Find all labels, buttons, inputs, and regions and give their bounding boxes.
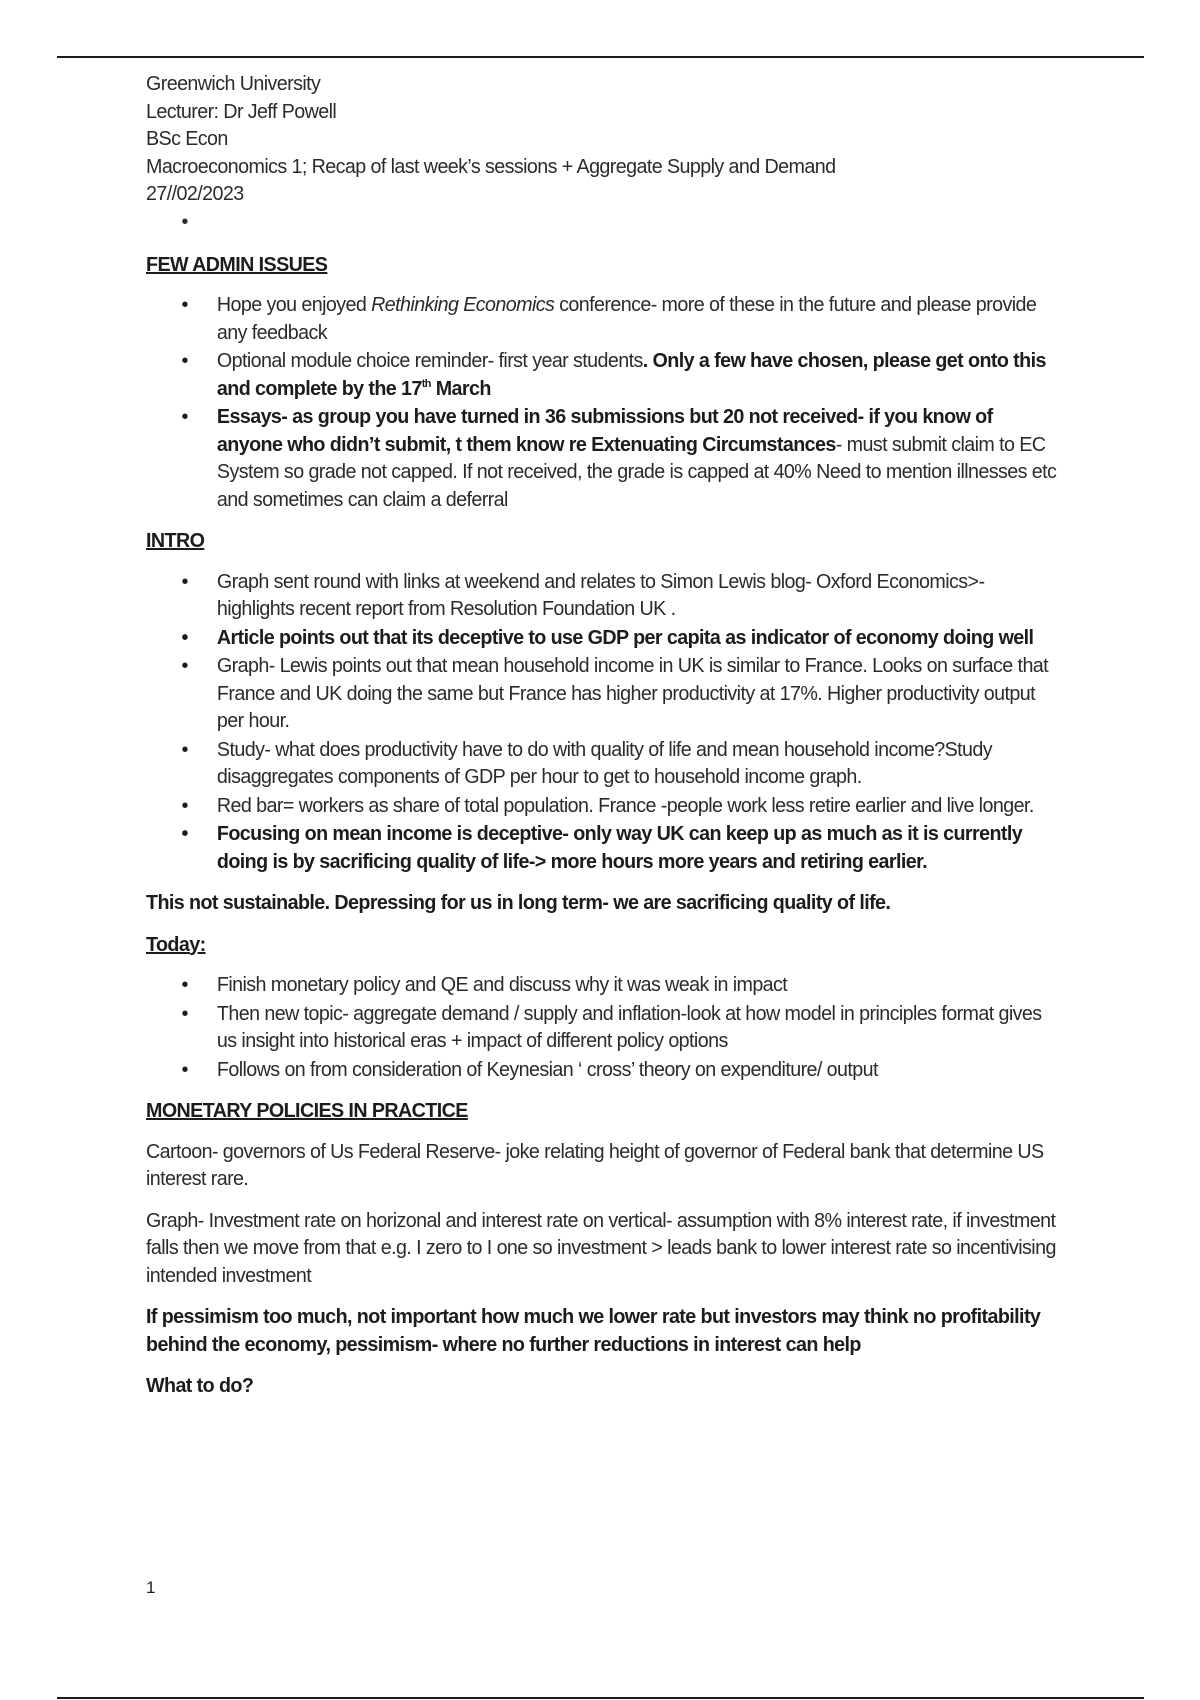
admin-heading: FEW ADMIN ISSUES xyxy=(146,253,328,276)
course-line: BSc Econ xyxy=(146,128,228,150)
today-item-1: • Finish monetary policy and QE and discuss why it was weak in impact xyxy=(146,972,1062,1000)
today-item-3: • Follows on from consideration of Keynesian ‘ cross’ theory on expenditure/ output xyxy=(146,1057,1062,1085)
admin-item-2: • Optional module choice reminder- first year students. Only a few have chosen, please get onto this and complete by the 17th March xyxy=(146,348,1062,403)
lecturer-line: Lecturer: Dr Jeff Powell xyxy=(146,100,337,123)
monetary-para-2: Graph- Investment rate on horizonal and interest rate on vertical- assumption with 8% interest rate, if investment falls then we move from that e.g. I zero to I one so investment > leads bank to lower interest rate so incentivising intended investment xyxy=(146,1209,1056,1287)
empty-bullet xyxy=(181,209,1062,239)
intro-item-5: • Red bar= workers as share of total population. France -people work less retire earlier and live longer. xyxy=(146,793,1062,821)
admin-item-3: • Essays- as group you have turned in 36 submissions but 20 not received- if you know of anyone who didn’t submit, t them know re Extenuating Circumstances- must submit claim to EC System so grade not capped. If not received, the grade is capped at 40% Need to mention illnesses etc and sometimes can claim a deferral xyxy=(146,404,1062,514)
lecture-title: Macroeconomics 1; Recap of last week’s sessions + Aggregate Supply and Demand xyxy=(146,155,836,178)
top-rule xyxy=(57,56,1144,58)
intro-list xyxy=(146,569,1062,877)
monetary-para-3: If pessimism too much, not important how much we lower rate but investors may think no profitability behind the economy, pessimism- where no further reductions in interest can help xyxy=(146,1306,1041,1356)
intro-heading: INTRO xyxy=(146,530,205,552)
page-number: 1 xyxy=(146,1578,156,1597)
monetary-heading: MONETARY POLICIES IN PRACTICE xyxy=(146,1100,468,1122)
intro-item-4: • Study- what does productivity have to do with quality of life and mean household income?Study disaggregates components of GDP per hour to get to household income graph. xyxy=(146,737,1062,792)
intro-item-3: • Graph- Lewis points out that mean household income in UK is similar to France. Looks on surface that France and UK doing the same but France has higher productivity at 17%. Higher productivity output per hour. xyxy=(146,653,1062,736)
admin-item-1: • Hope you enjoyed Rethinking Economics conference- more of these in the future and please provide any feedback xyxy=(146,292,1062,347)
monetary-para-1: Cartoon- governors of Us Federal Reserve- joke relating height of governor of Federal bank that determine US interest rare. xyxy=(146,1140,1044,1190)
lecture-date: 27//02/2023 xyxy=(146,183,244,205)
monetary-para-4: What to do? xyxy=(146,1375,254,1397)
admin-list xyxy=(146,292,1062,514)
bottom-rule xyxy=(57,1697,1144,1699)
intro-item-2: • Article points out that its deceptive to use GDP per capita as indicator of economy doing well xyxy=(146,625,1062,653)
intro-item-1: • Graph sent round with links at weekend and relates to Simon Lewis blog- Oxford Economics>- highlights recent report from Resolution Foundation UK . xyxy=(146,569,1062,624)
today-item-2: • Then new topic- aggregate demand / supply and inflation-look at how model in principles format gives us insight into historical eras + impact of different policy options xyxy=(146,1001,1062,1056)
document-page xyxy=(146,71,1062,1415)
university-name: Greenwich University xyxy=(146,73,321,95)
intro-item-6: • Focusing on mean income is deceptive- only way UK can keep up as much as it is currently doing is by sacrificing quality of life-> more hours more years and retiring earlier. xyxy=(146,821,1062,876)
today-heading: Today: xyxy=(146,933,206,956)
today-list xyxy=(146,972,1062,1084)
intro-conclusion: This not sustainable. Depressing for us in long term- we are sacrificing quality of life. xyxy=(146,892,891,914)
